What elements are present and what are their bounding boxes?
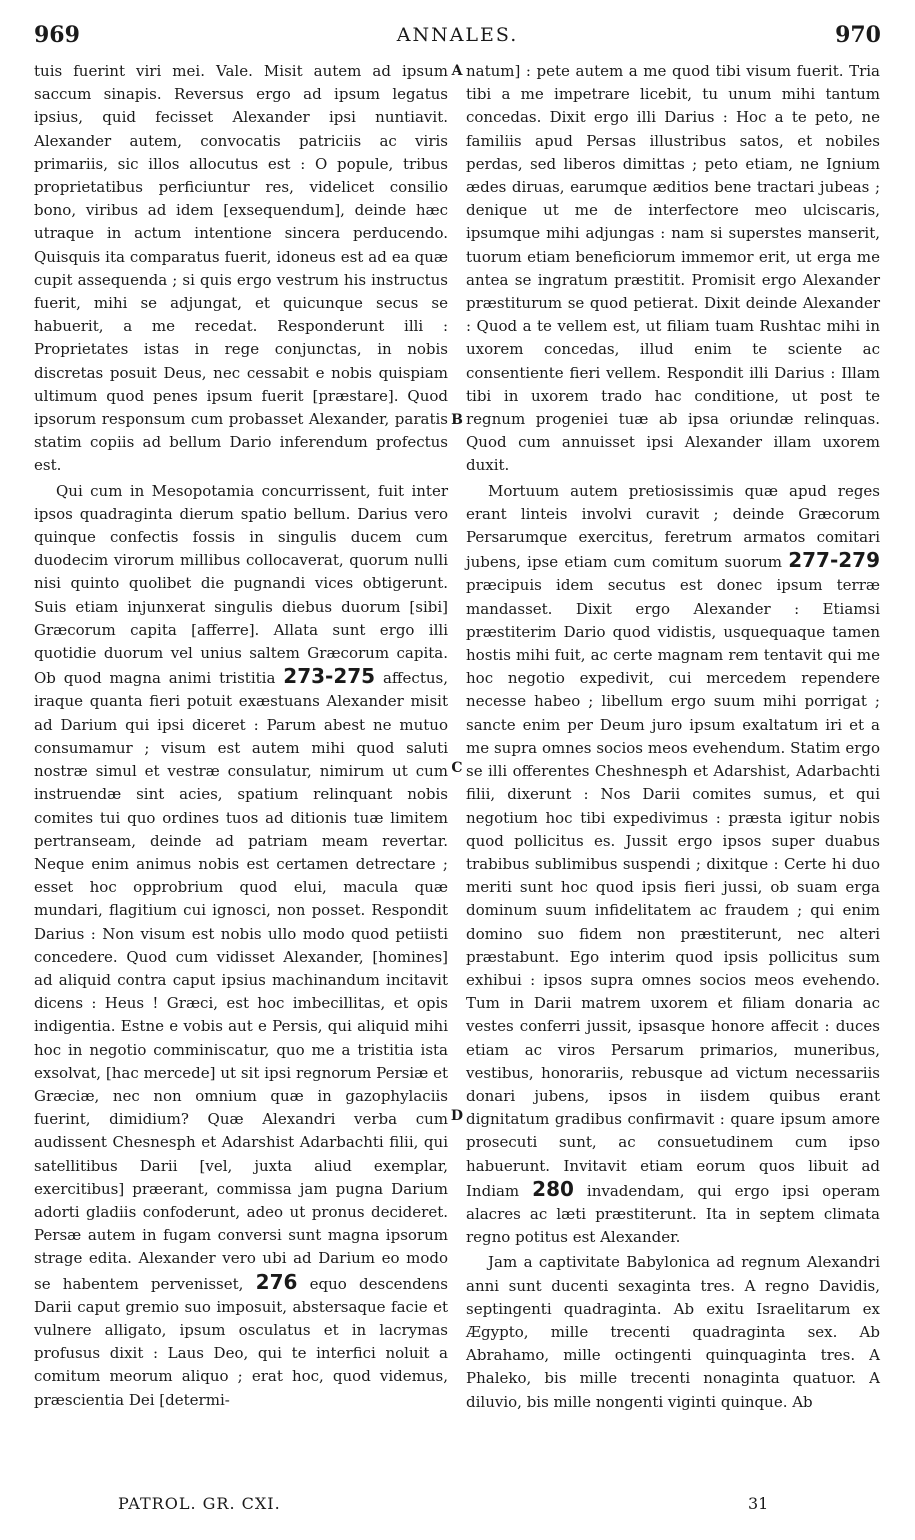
margin-marker-a: A <box>451 63 463 79</box>
page-number-right: 970 <box>835 22 881 48</box>
text-run: Qui cum in Mesopotamia concurrissent, fuit inter ipsos quadraginta dierum spatio bellum. Darius vero quinque confectis fossis in singulis ducem cum duodecim virorum millibus collocaverat, quorum nulli nisi quinto quolibet die pugnandi vices obtigerunt. Suis etiam injunxerat singulis diebus duorum [sibi] Græcorum capita [afferre]. Allata sunt ergo illi quotidie duorum vel unius saltem Græcorum capita. Ob quod magna animi tristitia <box>34 481 448 688</box>
text-run: affectus, iraque quanta fieri potuit exæstuans Alexander misit ad Darium qui ipsi diceret : Parum abest ne mutuo consumamur ; visum est autem mihi quod saluti nostræ simul et vestræ consulatur, nimirum ut cum instruendæ sint acies, spatium relinquant nobis comites tui quo ordines tuos ad ditionis tuæ limitem pertranseam, deinde ad patriam meam revertar. Neque enim animus nobis est certamen detrectare ; esset hoc opprobrium quod elui, macula quæ mundari, flagitium cui ignosci, non posset. Respondit Darius : Non visum est nobis ullo modo quod petiisti concedere. Quod cum vidisset Alexander, [homines] ad aliquid contra caput ipsius machinandum incitavit dicens : Heus ! Græci, est hoc imbecillitas, et opis indigentia. Estne e vobis aut e Persis, qui aliquid mihi hoc in negotio comminiscatur, quo me a tristitia ista exsolvat, [hac mercede] ut sit ipsi regnorum Persiæ et Græciæ, nec non omnium quæ in gazophylaciis fuerint, dimidium? Quæ Alexandri verba cum audissent Chesnesph et Adarshist Adarbachti filii, qui satellitibus Darii [vel, juxta aliud exemplar, exercitibus] præerant, commissa jam pugna Darium adorti gladiis confoderunt, adeo ut pronus decideret. Persæ autem in fugam conversi sunt magna ipsorum strage edita. Alexander vero ubi ad Darium eo modo se habentem pervenisset, <box>34 669 448 1293</box>
text-run: Mortuum autem pretiosissimis quæ apud reges erant linteis involvi curavit ; deinde Græcorum Persarumque exercitus, feretrum armatos comitari jubens, ipse etiam cum comitum suorum <box>466 481 880 572</box>
text-run: præcipuis idem secutus est donec ipsum terræ mandasset. Dixit ergo Alexander : Etiamsi præstiterim Dario quod vidistis, usquequaque tamen hostis mihi fuit, ac certe magnam rem tentavit qui me hoc negotio expedivit, cui mercedem rependere necesse habeo ; libellum ergo suum mihi porrigat ; sancte enim per Deum juro ipsum exaltatum iri et a me supra omnes socios meos evehendum. Statim ergo se illi offerentes Cheshnesph et Adarshist, Adarbachti filii, dixerunt : Nos Darii comites sumus, et qui negotium hoc tibi expedivimus : præsta igitur nobis quod pollicitus es. Jussit ergo ipsos super duabus trabibus sublimibus suspendi ; dixitque : Certe hi duo meriti sunt hoc quod ipsis fieri jussi, ob suam erga dominum suum infidelitatem ac fraudem ; qui enim domino suo fidem non præstiterunt, nec alteri præstabunt. Ego interim quod ipsis pollicitus sum exhibui : ipsos supra omnes socios meos evehendo. Tum in Darii matrem uxorem et filiam donaria ac vestes conferri jussit, ipsasque honore affecit : duces etiam ac viros Persarum primarios, muneribus, vestibus, honorariis, rebusque ad victum necessariis donari jubens, ipsos in iisdem quibus erant dignitatum gradibus confirmavit : quare ipsum amore prosecuti sunt, ac consuetudinem cum ipso habuerunt. Invitavit etiam eorum quos libuit ad Indiam <box>466 576 880 1200</box>
margin-marker-d: D <box>450 1108 464 1124</box>
margin-marker-c: C <box>451 760 463 776</box>
margin-marker-b: B <box>451 412 463 428</box>
paragraph: tuis fuerint viri mei. Vale. Misit autem ad ipsum saccum sinapis. Reversus ergo ad ipsum legatus ipsius, quid fecisset Alexander ipsi nuntiavit. Alexander autem, convocatis patriciis ac viris primariis, sic illos allocutus est : O popule, tribus proprietatibus perficiuntur res, videlicet consilio bono, viribus ad idem [exsequendum], deinde hæc utraque in actum intentione sincera perducendo. Quisquis ita comparatus fuerit, idoneus est ad ea quæ cupit assequenda ; si quis ergo vestrum his instructus fuerit, mihi se adjungat, et quicunque secus se habuerit, a me recedat. Responderunt illi : Proprietates istas in rege conjunctas, in nobis discretas posuit Deus, nec cessabit e nobis quispiam ultimum quod penes ipsum fuerit [præstare]. Quod ipsorum responsum cum probasset Alexander, paratis statim copiis ad bellum Dario inferendum profectus est. <box>34 62 448 475</box>
footer-series: PATROL. GR. CXI. <box>118 1494 281 1513</box>
paragraph: Jam a captivitate Babylonica ad regnum Alexandri anni sunt ducenti sexaginta tres. A regno Davidis, septingenti quadraginta. Ab exitu Israelitarum ex Ægypto, mille trecenti quadraginta sex. Ab Abrahamo, mille octingenti quinquaginta tres. A Phaleko, bis mille trecenti nonaginta quatuor. A diluvio, bis mille nongenti viginti quinque. Ab <box>466 1253 880 1411</box>
paragraph: natum] : pete autem a me quod tibi visum fuerit. Tria tibi a me impetrare licebit, tu unum mihi tantum concedas. Dixit ergo illi Darius : Hoc a te peto, ne familiis apud Persas illustribus satos, et nobiles perdas, sed liberos dimittas ; peto etiam, ne Ignium ædes diruas, earumque æditios bene tractari jubeas ; denique ut me de interfectore meo ulciscaris, ipsumque mihi adjungas : nam si superstes manserit, tuorum etiam beneficiorum immemor erit, ut erga me antea se ingratum præstitit. Promisit ergo Alexander præstiturum se quod petierat. Dixit deinde Alexander : Quod a te vellem est, ut filiam tuam Rushtac mihi in uxorem concedas, illud enim te sciente ac consentiente fieri vellem. Respondit illi Darius : Illam tibi in uxorem trado hac conditione, ut post te regnum progeniei tuæ ab ipsa oriundæ relinquas. Quod cum annuisset ipsi Alexander illam uxorem duxit. <box>466 62 880 475</box>
page-number-left: 969 <box>34 22 80 48</box>
column-number: 280 <box>532 1176 574 1201</box>
paragraph <box>466 480 880 1250</box>
column-number: 277-279 <box>788 548 880 573</box>
text-run: equo descendens Darii caput gremio suo imposuit, abstersaque facie et vulnere alligato, ipsum osculatus et in lacrymas profusus dixit : Laus Deo, qui te interfici noluit a comitum meorum aliquo ; erat hoc, quod videmus, præscientia Dei [determi- <box>34 1274 448 1409</box>
text-run: invadendam, qui ergo ipsi operam alacres ac læti præstiterunt. Ita in septem climata regno potitus est Alexander. <box>466 1181 881 1247</box>
paragraph <box>34 480 448 1412</box>
running-title: ANNALES. <box>396 24 519 46</box>
footer-signature: 31 <box>748 1494 769 1513</box>
column-number: 273-275 <box>283 664 376 689</box>
left-column <box>34 60 448 1412</box>
column-number: 276 <box>255 1269 298 1294</box>
right-column <box>466 60 880 1414</box>
page-header <box>34 22 881 58</box>
